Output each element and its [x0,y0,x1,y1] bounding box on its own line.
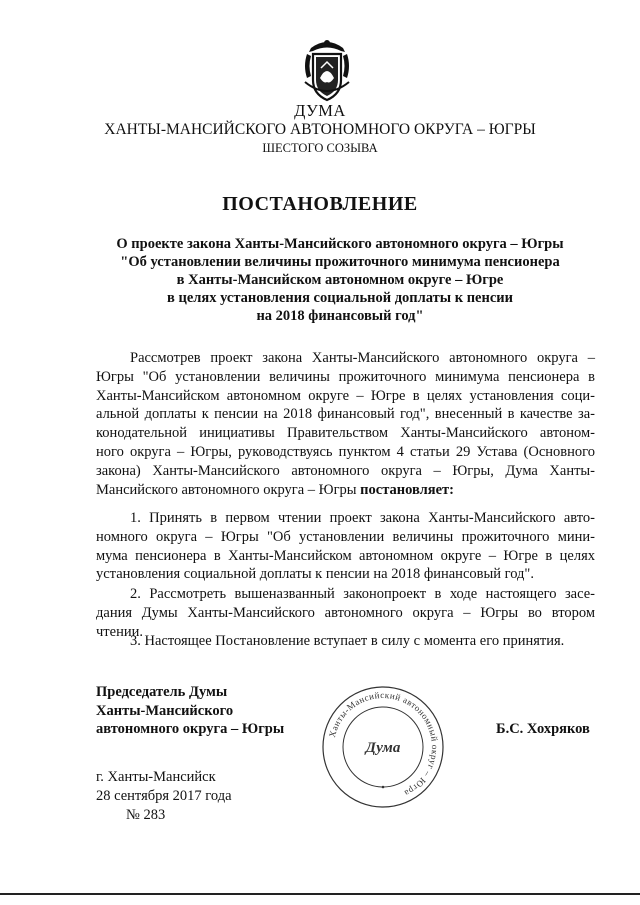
signatory-title-line: автономного округа – Югры [96,721,285,737]
signatory-name: Б.С. Хохряков [496,721,590,737]
item-1-line: номного округа – Югры "Об установлении величины прожиточного мини- [96,528,595,545]
date: 28 сентября 2017 года [96,788,232,804]
item-2-line: чтении. [96,623,143,640]
subject-line: "Об установлении величины прожиточного минимума пенсионера [120,254,560,270]
item-1-paragraph [96,509,595,584]
item-2-line: дания Думы Ханты-Мансийского автономного округа – Югры во втором [96,604,595,621]
signatory-title [96,683,284,739]
subject-line: О проекте закона Ханты-Мансийского автономного округа – Югры [116,236,564,252]
subject-line: в Ханты-Мансийском автономном округе – Югре [176,272,504,288]
city: г. Ханты-Мансийск [96,769,216,785]
place-date-block [96,768,232,825]
preamble-line: Югры "Об установлении величины прожиточного минимума пенсионера в [96,368,595,385]
convocation-heading: ШЕСТОГО СОЗЫВА [262,141,378,155]
preamble-line-final [96,481,595,500]
item-1-line: 1. Принять в первом чтении проект закона Ханты-Мансийского авто- [130,510,595,526]
preamble-line: конодательной инициативы Правительством Ханты-Мансийского автоном- [96,425,595,442]
decision-verb: постановляет: [360,481,454,498]
signatory-title-line: Председатель Думы [96,684,228,700]
bottom-rule [0,893,640,895]
document-type-title: ПОСТАНОВЛЕНИЕ [222,193,418,215]
preamble-line: Ханты-Мансийском автономном округе – Югре в целях установления соци- [96,387,595,404]
official-stamp [319,683,447,811]
stamp-ring-text: Ханты-Мансийский автономный округ – Югра [326,689,441,799]
stamp-center-text: Дума [365,740,401,756]
item-3-paragraph [96,632,595,651]
preamble-line: Мансийского автономного округа – Югры [96,481,357,498]
coat-of-arms-emblem [301,38,353,104]
preamble-line: Рассмотрев проект закона Ханты-Мансийского автономного округа – [130,350,595,366]
subject-block [60,235,620,325]
item-1-line: мума пенсионера в Ханты-Мансийском автономном округе – Югре в целях [96,547,595,564]
item-1-line: установления социальной доплаты к пенсии на 2018 финансовый год". [96,566,534,583]
document-number: № 283 [126,807,166,823]
preamble-paragraph [96,349,595,499]
duma-heading: ДУМА [294,101,346,120]
preamble-line: альной доплаты к пенсии на 2018 финансовый год", внесенный в качестве за- [96,406,595,423]
preamble-line: закона) Ханты-Мансийского автономного округа – Югры, Дума Ханты- [96,462,595,479]
preamble-line: ного округа – Югры, руководствуясь пунктом 4 статьи 29 Устава (Основного [96,443,595,460]
subject-line: на 2018 финансовый год" [256,308,424,324]
okrug-heading: ХАНТЫ-МАНСИЙСКОГО АВТОНОМНОГО ОКРУГА – ЮГРЫ [104,121,536,138]
item-3-line: 3. Настоящее Постановление вступает в силу с момента его принятия. [130,633,565,649]
subject-line: в целях установления социальной доплаты к пенсии [167,290,513,306]
item-2-line: 2. Рассмотреть вышеназванный законопроект в ходе настоящего засе- [130,586,595,602]
signatory-title-line: Ханты-Мансийского [96,702,234,719]
